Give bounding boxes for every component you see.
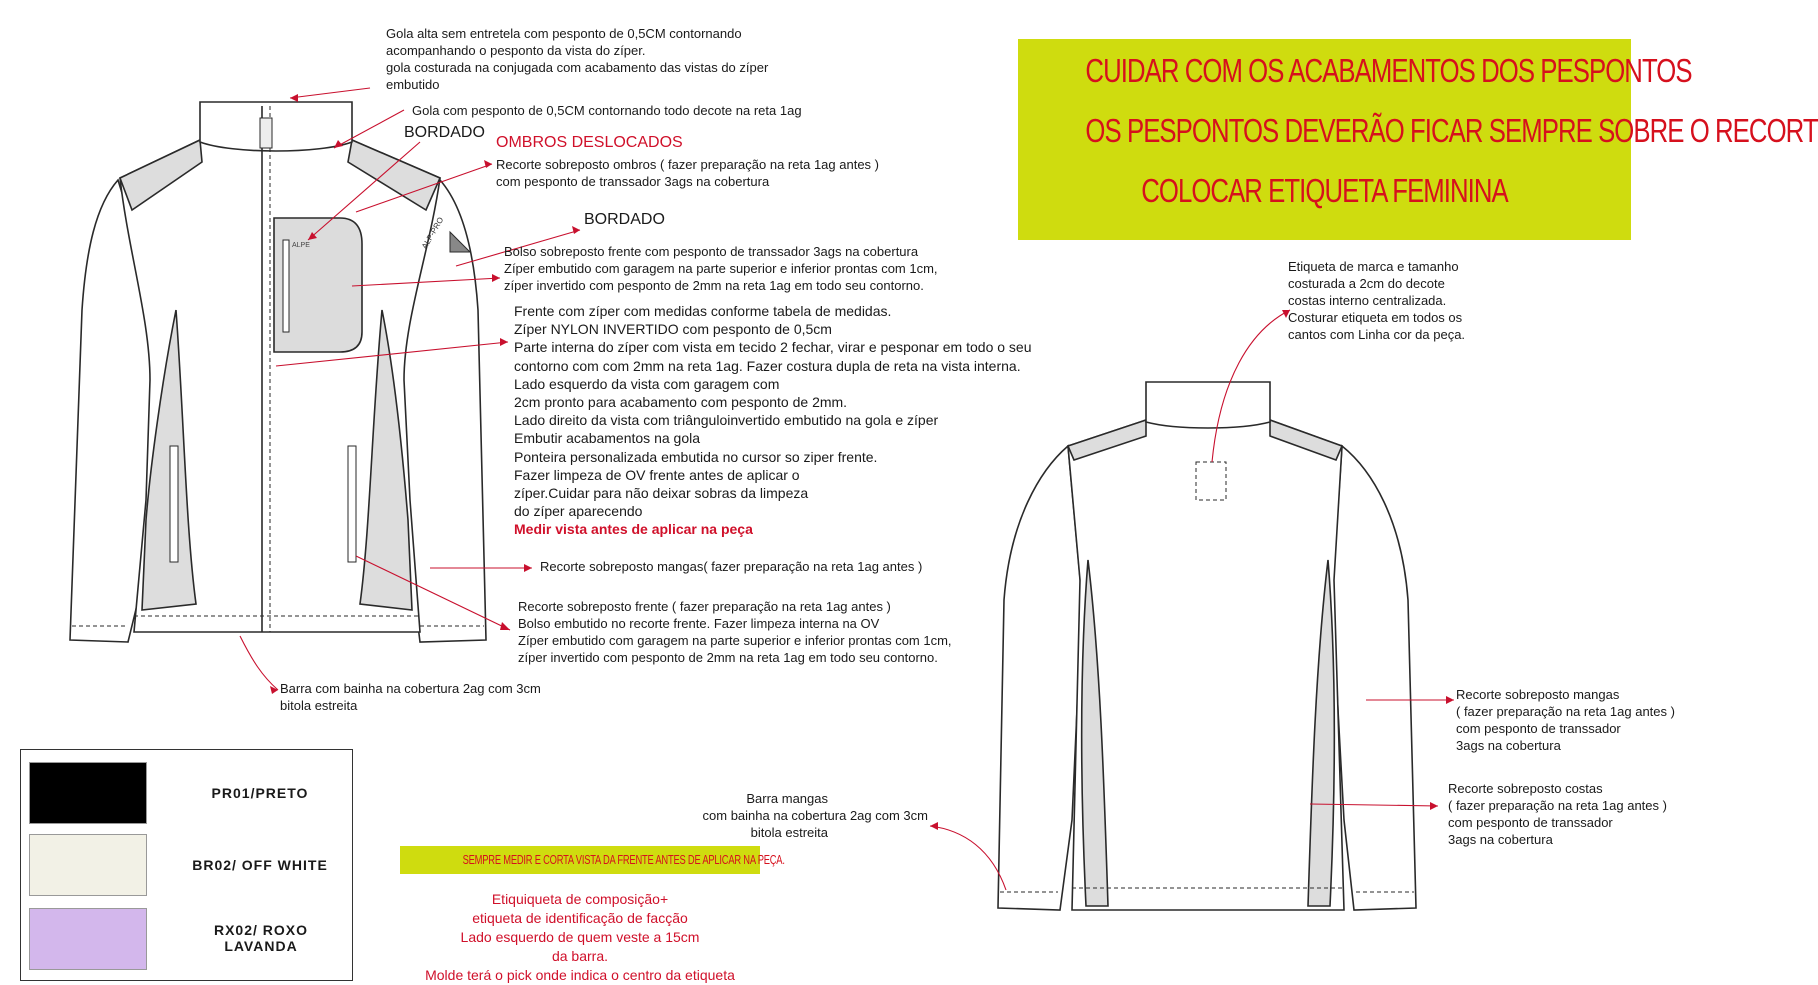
swatch-label-roxo-lavanda: RX02/ ROXO LAVANDA — [213, 922, 309, 954]
back-jacket-drawing — [998, 382, 1416, 910]
swatch-label-preto: PR01/PRETO — [211, 785, 309, 801]
mangas-front-note: Recorte sobreposto mangas( fazer preparação na reta 1ag antes ) — [540, 559, 923, 574]
pocket-brand-label: ALPE — [292, 242, 310, 249]
back-mangas-note: Recorte sobreposto mangas ( fazer preparação na reta 1ag antes ) com pesponto de transsador 3ags na cobertura — [1456, 687, 1675, 753]
swatch-label-off-white: BR02/ OFF WHITE — [192, 857, 328, 873]
bolso-note: Bolso sobreposto frente com pesponto de transsador 3ags na cobertura Zíper embutido com garagem na parte superior e inferior prontas com 1cm, zíper invertido com pesponto de 2mm na reta 1ag em todo seu contorno. — [504, 244, 938, 293]
ombros-note: Recorte sobreposto ombros ( fazer preparação na reta 1ag antes ) com pesponto de transsador 3ags na cobertura — [496, 157, 879, 189]
barra-note: Barra com bainha na cobertura 2ag com 3cm bitola estreita — [280, 681, 541, 713]
composition-label-note: Etiquiqueta de composição+ etiqueta de identificação de facção Lado esquerdo de quem veste a 15cm da barra. Molde terá o pick onde indica o centro da etiqueta — [425, 891, 735, 983]
measure-note: SEMPRE MEDIR E CORTA VISTA DA FRENTE ANTES DE APLICAR NA PEÇA. — [400, 846, 760, 874]
back-costas-note: Recorte sobreposto costas ( fazer preparação na reta 1ag antes ) com pesponto de transsador 3ags na cobertura — [1448, 781, 1667, 847]
neck-stitch-note: Gola com pesponto de 0,5CM contornando todo decote na reta 1ag — [412, 103, 802, 118]
back-body — [1068, 420, 1344, 910]
bordado-label-2: BORDADO — [584, 211, 665, 228]
back-collar — [1146, 382, 1270, 428]
banner-line-3: COLOCAR ETIQUETA FEMININA — [1141, 172, 1508, 209]
collar-note: Gola alta sem entretela com pesponto de 0,5CM contornando acompanhando o pesponto da vista do zíper. gola costurada na conjugada com acabamento das vistas do zíper embutido — [386, 26, 769, 92]
back-barra-mangas-note: Barra mangas com bainha na cobertura 2ag com 3cm bitola estreita — [702, 791, 928, 840]
banner-line-2: OS PESPONTOS DEVERÃO FICAR SEMPRE SOBRE O RECORT — [1085, 112, 1818, 149]
ombros-title: OMBROS DESLOCADOS — [496, 134, 683, 151]
bordado-label-1: BORDADO — [404, 124, 485, 141]
swatch-roxo-lavanda — [29, 908, 147, 970]
etiqueta-note: Etiqueta de marca e tamanho costurada a 2cm do decote costas interno centralizada. Costurar etiqueta em todos os cantos com Linha cor da peça. — [1288, 259, 1466, 342]
frente-note: Frente com zíper com medidas conforme tabela de medidas. Zíper NYLON INVERTIDO com pesponto de 0,5cm Parte interna do zíper com vista em tecido 2 fechar, virar e pesponar em todo o seu contorno com com 2mm na reta 1ag. Fazer costura dupla de reta na vista interna. Lado esquerdo da vista com garagem com 2cm pronto para acabamento com pesponto de 2mm. Lado direito da vista com triânguloinvertido embutido na gola e zíper Embutir acabamentos na gola Ponteira personalizada embutida no cursor so ziper frente. Fazer limpeza de OV frente antes de aplicar o zíper.Cuidar para não deixar sobras da limpeza do zíper aparecendo Medir vista antes de aplicar na peça — [514, 303, 1032, 538]
swatch-preto — [29, 762, 147, 824]
front-collar — [200, 102, 352, 151]
back-right-sleeve — [1332, 446, 1416, 910]
banner-line-1: CUIDAR COM OS ACABAMENTOS DOS PESPONTOS — [1085, 52, 1692, 89]
front-jacket-drawing — [70, 102, 486, 642]
warning-banner — [1018, 39, 1818, 240]
frente-red-note: Medir vista antes de aplicar na peça — [514, 521, 753, 538]
color-legend — [20, 749, 353, 981]
recorte-frente-note: Recorte sobreposto frente ( fazer preparação na reta 1ag antes ) Bolso embutido no recorte frente. Fazer limpeza interna na OV Zíper embutido com garagem na parte superior e inferior prontas com 1cm, zíper invertido com pesponto de 2mm na reta 1ag em todo seu contorno. — [518, 599, 952, 665]
chest-logo-text: ALP-PRO — [420, 215, 446, 251]
swatch-off-white — [29, 834, 147, 896]
